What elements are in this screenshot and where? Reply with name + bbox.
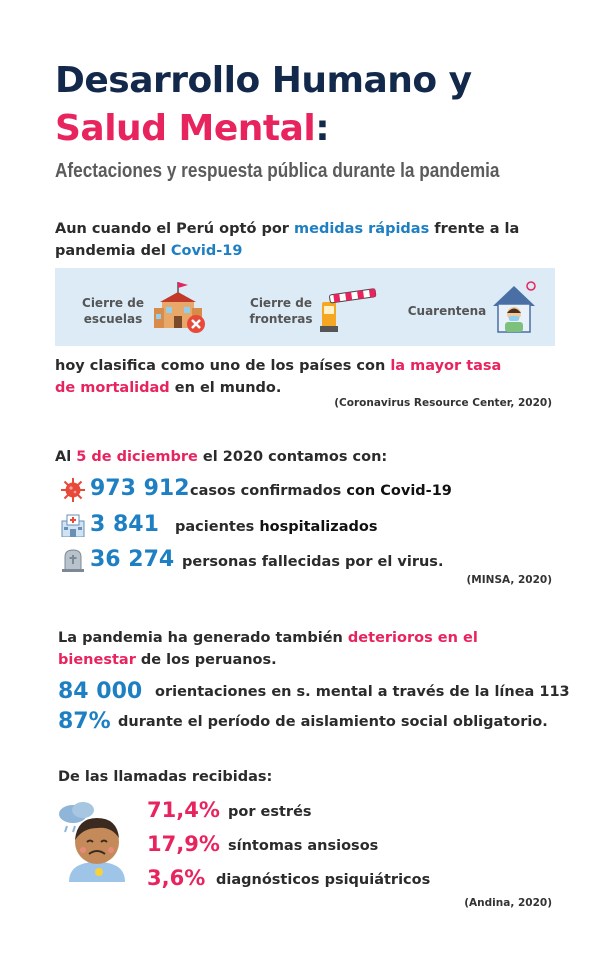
calls-heading: De las llamadas recibidas: — [58, 769, 273, 785]
stats-source: (MINSA, 2020) — [466, 574, 552, 586]
page-title-line2 — [55, 108, 329, 149]
measure-label-line: Cuarentena — [407, 304, 487, 318]
measure-label-borders — [241, 295, 321, 327]
intro-text: Aun cuando el Perú optó por — [55, 221, 294, 237]
call-pct-psychiatric: 3,6% — [147, 866, 206, 890]
stat-number-deaths: 36 274 — [90, 547, 175, 572]
stat-label: personas fallecidas por el virus. — [182, 554, 444, 570]
mortality-highlight: la mayor tasa de mortalidad — [55, 358, 502, 396]
mortality-text: hoy clasifica como uno de los países con — [55, 358, 391, 374]
title-colon: : — [315, 108, 330, 149]
call-pct-stress: 71,4% — [147, 798, 220, 822]
mh-number-orientations: 84 000 — [58, 679, 143, 704]
stats-intro-date: 5 de diciembre — [76, 449, 198, 465]
measure-label-schools — [77, 295, 149, 327]
measure-label-line: fronteras — [249, 312, 313, 326]
hospital-icon — [60, 513, 86, 537]
wellbeing-text: La pandemia ha generado también — [58, 630, 348, 646]
intro-highlight-measures: medidas rápidas — [294, 221, 430, 237]
calls-source: (Andina, 2020) — [464, 897, 552, 909]
page-title-line1: Desarrollo Humano y — [55, 60, 472, 101]
stressed-person-icon — [55, 800, 135, 882]
measure-label-quarantine — [405, 303, 489, 319]
stats-intro — [55, 446, 555, 468]
page-subtitle: Afectaciones y respuesta pública durante la pandemia — [55, 160, 500, 182]
measures-panel — [55, 268, 555, 346]
intro-paragraph — [55, 218, 555, 262]
wellbeing-text-2: de los peruanos. — [135, 652, 277, 668]
measure-label-line: escuelas — [83, 312, 143, 326]
stat-label: pacientes — [175, 519, 260, 535]
mortality-paragraph — [55, 355, 525, 399]
quarantine-house-icon — [489, 278, 539, 338]
intro-highlight-covid: Covid-19 — [170, 243, 243, 259]
stat-number-hospitalized: 3 841 — [90, 512, 159, 537]
wellbeing-paragraph — [58, 627, 498, 671]
mh-number-percent: 87% — [58, 709, 111, 734]
mortality-text-2: en el mundo. — [169, 380, 282, 396]
tombstone-icon — [60, 547, 86, 573]
wellbeing-highlight: deterioros en el bienestar — [58, 630, 478, 668]
mortality-source: (Coronavirus Resource Center, 2020) — [334, 397, 552, 409]
call-label-stress: por estrés — [228, 804, 312, 820]
mh-text-percent: durante el período de aislamiento social obligatorio. — [118, 714, 548, 730]
stat-number-cases: 973 912 — [90, 476, 190, 501]
call-pct-anxiety: 17,9% — [147, 832, 220, 856]
stat-text-cases — [190, 483, 452, 499]
call-label-anxiety: síntomas ansiosos — [228, 838, 379, 854]
stats-intro-text-2: el 2020 contamos con: — [197, 449, 388, 465]
title-highlight: Salud Mental — [55, 108, 316, 149]
stat-label-bold: con Covid-19 — [346, 483, 452, 499]
virus-icon — [60, 477, 86, 503]
stat-text-hospitalized — [175, 519, 377, 535]
stat-text-deaths — [182, 554, 443, 570]
stat-label: casos confirmados — [190, 483, 347, 499]
mh-text-orientations: orientaciones en s. mental a través de la línea 113 — [155, 684, 570, 700]
stats-intro-text: Al — [55, 449, 77, 465]
border-barrier-icon — [318, 280, 380, 336]
call-label-psychiatric: diagnósticos psiquiátricos — [216, 872, 431, 888]
measure-label-line: Cierre de — [250, 296, 312, 310]
school-closed-icon — [152, 280, 210, 336]
measure-label-line: Cierre de — [82, 296, 144, 310]
stat-label-bold: hospitalizados — [259, 519, 378, 535]
intro-text-2: frente a la pandemia del — [55, 221, 520, 259]
